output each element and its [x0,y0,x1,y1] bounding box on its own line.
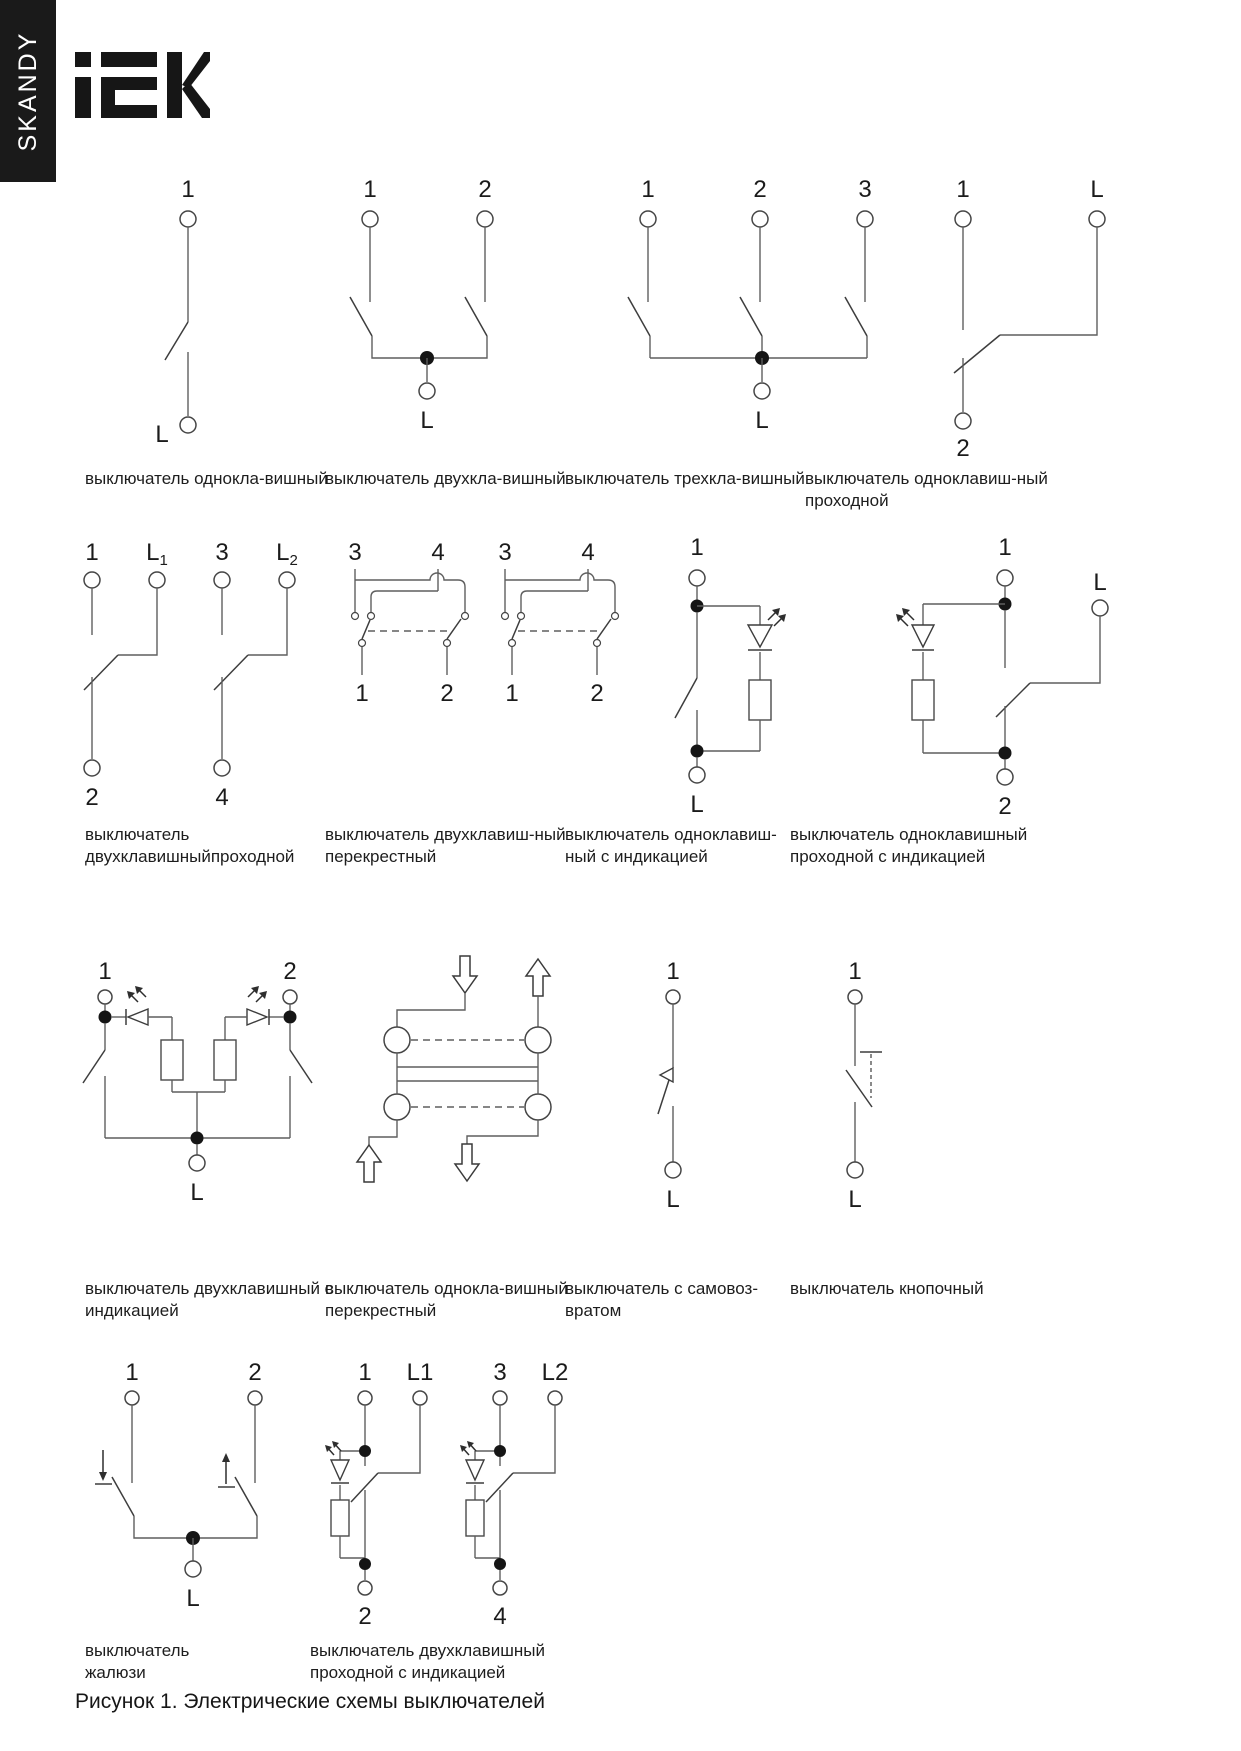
switch-lever [84,655,118,690]
led-indicator [247,986,284,1025]
direction-down-indicator [95,1450,112,1484]
terminal-label: L [420,407,434,434]
switch-lever [740,297,762,336]
diagram-double-two-way-indicator [320,1350,610,1640]
contact-circle [525,1094,551,1120]
direction-up-indicator [218,1453,235,1487]
caption-triple-switch: выключатель трехкла-вишный [565,469,805,488]
caption-single-indicator: выключатель одноклавиш- ный с индикацией [565,825,777,866]
led-indicator [111,986,148,1025]
terminal-circle [180,417,196,433]
terminal-circle [180,211,196,227]
terminal-label: L2 [541,1359,569,1386]
common-node [191,1132,204,1145]
diagram-triple-switch [565,150,895,462]
switch-lever [512,620,520,639]
diagram-double-switch [325,150,545,462]
terminal-label: 1 [181,176,195,203]
terminal-label: 3 [348,539,362,566]
diagram-single-crossover [330,940,590,1192]
arrow-up-icon [357,1145,381,1182]
diagram-double-two-way [60,485,330,817]
switch-lever [465,297,487,336]
terminal-label: 1 [98,958,112,985]
diagram-push-button-switch [780,940,940,1228]
junction-node [99,1011,112,1024]
switch-lever [675,678,697,718]
terminal-label: 3 [215,539,229,566]
caption-single-crossover: выключатель однокла-вишный перекрестный [325,1279,568,1320]
led-indicator [460,1441,484,1483]
terminal-label: 1 [125,1359,139,1386]
figure-caption: Рисунок 1. Электрические схемы выключателей [75,1690,545,1713]
switch-lever [846,1070,872,1107]
terminal-label: L [1090,176,1104,203]
caption-double-crossover: выключатель двухклавиш-ный перекрестный [325,825,566,866]
terminal-label: L [848,1186,862,1213]
caption-push-button: выключатель кнопочный [790,1279,984,1298]
resistor [161,1040,183,1080]
switch-lever [235,1477,257,1516]
caption-double-two-way-indicator: выключатель двухклавишный проходной с индикацией [310,1641,545,1682]
caption-blinds-switch: выключатель жалюзи [85,1641,190,1682]
terminal-label: 4 [215,784,229,811]
caption-single-two-way-indicator: выключатель одноклавишный проходной с индикацией [790,825,1028,866]
terminal-label: 1 [355,680,369,707]
arrow-up-icon [526,959,550,996]
contact-circle [384,1094,410,1120]
contact-circle [384,1027,410,1053]
junction-node [494,1558,506,1570]
caption-double-two-way: выключатель двухклавишныйпроходной [85,825,295,866]
brand-vertical-label: SKANDY [13,30,42,152]
terminal-label: 3 [498,539,512,566]
terminal-label: L1 [406,1359,434,1386]
terminal-label: 4 [581,539,595,566]
terminal-label: 2 [440,680,454,707]
junction-node [999,747,1012,760]
terminal-label: L [666,1186,680,1213]
terminal-label: 2 [85,784,99,811]
terminal-label: 3 [858,176,872,203]
switch-lever [447,619,461,639]
diagram-single-switch [70,150,270,462]
resistor [466,1500,484,1536]
terminal-label: 2 [478,176,492,203]
caption-double-indicator: выключатель двухклавишный с индикацией [85,1279,334,1320]
terminal-label: 2 [283,958,297,985]
switch-lever [845,297,867,336]
caption-single-switch: выключатель однокла-вишный [85,469,328,488]
terminal-label: 3 [493,1359,507,1386]
arrow-down-icon [455,1144,479,1181]
switch-lever [597,619,611,639]
iek-logo [75,52,210,118]
push-actuator [860,1052,882,1098]
switch-lever [112,1477,134,1516]
led-indicator [325,1441,349,1483]
switch-lever [290,1050,312,1083]
terminal-label: 4 [493,1603,507,1630]
switch-lever [350,297,372,336]
terminal-label: 1 [690,534,704,561]
switch-lever [954,335,1000,373]
terminal-label: 1 [641,176,655,203]
terminal-label: 2 [753,176,767,203]
contact-circle [525,1027,551,1053]
terminal-label: L [190,1179,204,1206]
diagram-blinds-switch [85,1350,305,1630]
switch-lever [165,322,188,360]
terminal-label: 1 [363,176,377,203]
terminal-label: 1 [998,534,1012,561]
caption-double-switch: выключатель двухкла-вишный [325,469,566,488]
led-indicator [896,608,934,650]
led-indicator [748,608,786,650]
caption-single-two-way: выключатель одноклавиш-ный проходной [805,469,1048,510]
iek-logo-glyphs [75,52,210,118]
terminal-label: L [155,421,169,448]
junction-node [494,1445,506,1457]
resistor [331,1500,349,1536]
terminal-label: 1 [505,680,519,707]
terminal-label: 1 [956,176,970,203]
resistor [214,1040,236,1080]
terminal-label: 1 [358,1359,372,1386]
diagram-self-return-switch [600,940,750,1228]
terminal-label: 2 [590,680,604,707]
switch-lever [628,297,650,336]
terminal-label: $L_2$ [276,539,298,569]
terminal-label: $L_1$ [146,539,168,569]
junction-node [691,745,704,758]
self-return-symbol [660,1068,673,1082]
diagram-single-two-way-indicator [850,530,1150,822]
resistor [749,680,771,720]
junction-node [359,1558,371,1570]
resistor [912,680,934,720]
terminal-label: 1 [85,539,99,566]
brand-sidebar [0,0,56,182]
switch-lever [362,620,370,639]
diagram-single-indicator [630,530,820,822]
terminal-label: 1 [666,958,680,985]
junction-node [284,1011,297,1024]
terminal-label: 2 [998,793,1012,820]
terminal-label: 2 [358,1603,372,1630]
terminal-label: 2 [956,435,970,462]
arrow-down-icon [453,956,477,993]
terminal-label: 4 [431,539,445,566]
terminal-label: L [690,791,704,818]
junction-node [359,1445,371,1457]
diagram-single-two-way [920,150,1140,462]
terminal-label: L [186,1585,200,1612]
terminal-label: 1 [848,958,862,985]
caption-self-return: выключатель с самовоз- вратом [565,1279,758,1320]
diagram-double-crossover [310,485,620,730]
switch-lever [658,1080,669,1114]
switch-lever [214,655,248,690]
terminal-label: L [755,407,769,434]
terminal-label: 2 [248,1359,262,1386]
terminal-label: L [1093,569,1107,596]
diagram-double-indicator [60,940,350,1228]
switch-lever [996,683,1030,717]
switch-lever [83,1050,105,1083]
